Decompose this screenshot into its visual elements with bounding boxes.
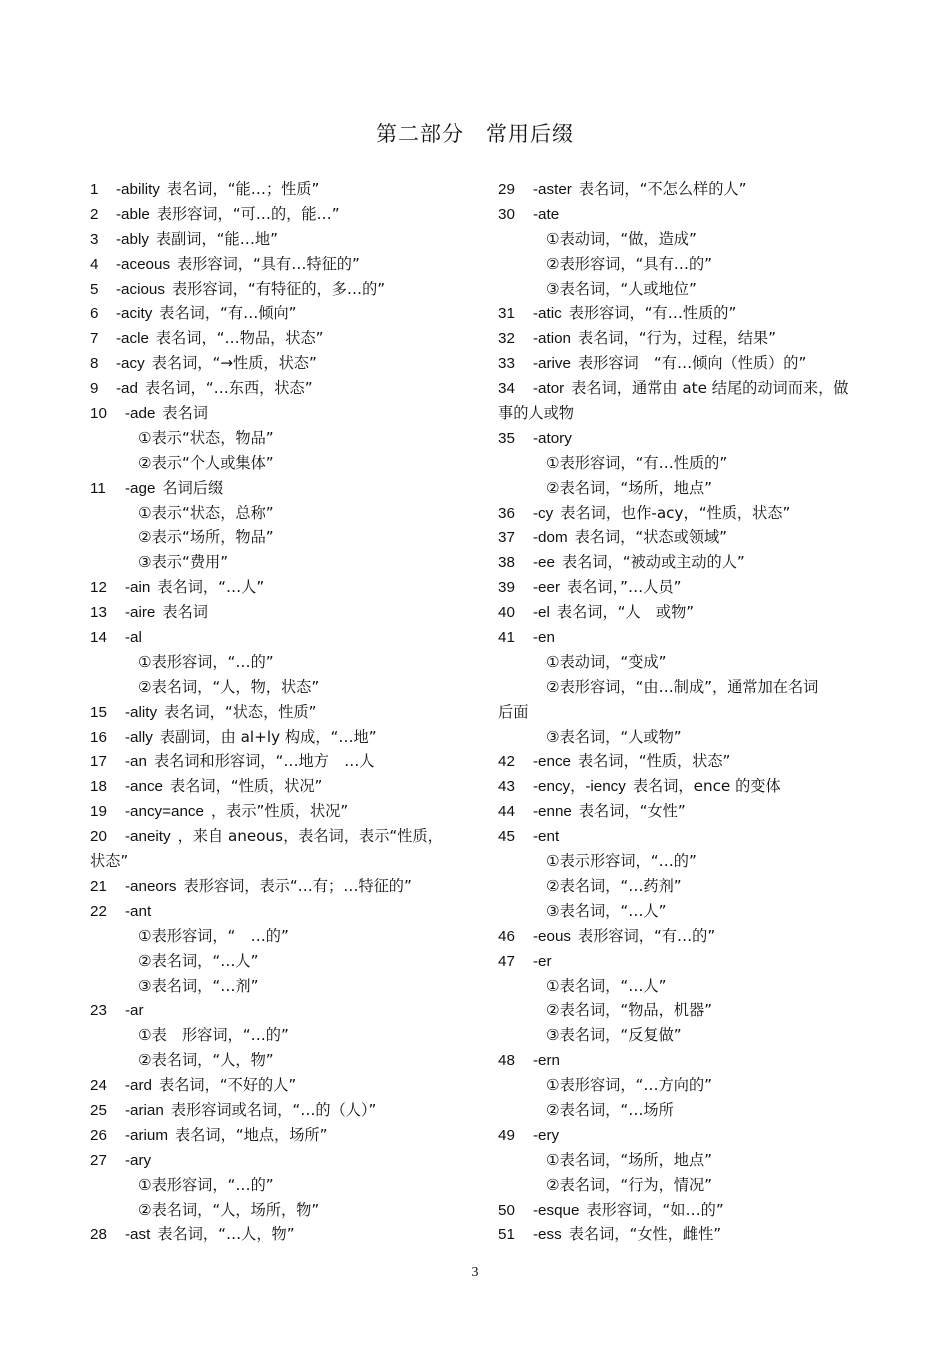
- suffix-entry: [498, 625, 898, 650]
- suffix-entry: [498, 177, 898, 202]
- suffix-description: 表名词，“…人，物”: [157, 1225, 295, 1244]
- suffix-text: -ast: [125, 1226, 151, 1244]
- suffix-text: -acle: [116, 330, 149, 348]
- sub-meaning: ③表名词，“人或物”: [546, 727, 682, 746]
- suffix-text: -ain: [125, 579, 151, 597]
- suffix-entry: [498, 202, 898, 227]
- suffix-text: -ate: [533, 205, 560, 223]
- suffix-entry: [90, 177, 490, 202]
- suffix-entry: [90, 376, 490, 401]
- suffix-description: 表名词，“能…；性质”: [166, 180, 320, 198]
- entry-number: 44: [498, 803, 515, 821]
- sub-meaning: ①表示“状态，总称”: [138, 503, 274, 522]
- entry-number: 24: [90, 1077, 107, 1095]
- sub-meaning: ②表名词，“…人”: [138, 951, 259, 970]
- suffix-entry: [90, 824, 490, 849]
- sub-meaning: ③表名词，“反复做”: [546, 1026, 682, 1045]
- suffix-entry: [498, 949, 898, 974]
- suffix-text: -eous: [533, 927, 571, 945]
- suffix-text: -acy: [116, 355, 145, 373]
- entry-number: 17: [90, 753, 107, 771]
- sub-meaning: ①表示“状态，物品”: [138, 428, 274, 447]
- sub-meaning: ①表形容词，“有…性质的”: [546, 453, 728, 472]
- suffix-entry: [90, 774, 490, 799]
- suffix-text: -ality: [125, 703, 158, 721]
- suffix-text: -acious: [116, 280, 165, 298]
- sub-meaning: ②表名词，“人，场所，物”: [138, 1200, 320, 1219]
- suffix-entry: [90, 1148, 490, 1173]
- suffix-entry: [90, 600, 490, 625]
- suffix-text: -ary: [125, 1151, 152, 1169]
- entry-number: 29: [498, 181, 515, 198]
- suffix-description: 表名词，“女性，雌性”: [568, 1225, 722, 1244]
- sub-meaning: ①表名词，“场所，地点”: [546, 1150, 713, 1169]
- suffix-description: ，来自 aneous，表名词，表示“性质，: [177, 827, 443, 846]
- suffix-entry: [498, 326, 898, 351]
- suffix-description: 表名词，“状态，性质”: [164, 702, 317, 721]
- suffix-entry: [90, 476, 490, 501]
- sub-meaning: ①表名词，“…人”: [546, 976, 667, 995]
- suffix-entry: [90, 625, 490, 650]
- suffix-entry: [498, 1222, 898, 1247]
- entry-number: 20: [90, 828, 107, 846]
- sub-meaning: ③表名词，“人或地位”: [546, 279, 697, 298]
- suffix-entry: [498, 1123, 898, 1148]
- suffix-text: -ery: [533, 1126, 560, 1144]
- entry-number: 12: [90, 579, 107, 597]
- entry-number: 21: [90, 877, 107, 895]
- entry-number: 27: [90, 1151, 107, 1169]
- suffix-entry: [90, 301, 490, 326]
- suffix-description: 表名词，“状态或领域”: [574, 528, 728, 547]
- suffix-text: -arian: [125, 1101, 164, 1119]
- suffix-text: -en: [533, 629, 555, 647]
- suffix-entry: [90, 227, 490, 252]
- entry-number: 5: [90, 280, 99, 298]
- sub-meaning: ②表形容词，“由…制成”，通常加在名词: [546, 677, 819, 696]
- entry-number: 30: [498, 205, 515, 223]
- suffix-text: -al: [125, 629, 142, 647]
- entry-number: 50: [498, 1201, 515, 1219]
- entry-number: 45: [498, 828, 515, 846]
- sub-meaning: ②表形容词，“具有…的”: [546, 254, 713, 273]
- continuation-line: 后面: [498, 702, 529, 721]
- suffix-entry: [90, 725, 490, 750]
- entry-number: 51: [498, 1226, 515, 1244]
- entry-number: 28: [90, 1226, 107, 1244]
- suffix-entry: [90, 1098, 490, 1123]
- suffix-entry: [498, 550, 898, 575]
- suffix-text: -eer: [533, 579, 561, 597]
- sub-meaning: ①表动词，“做，造成”: [546, 229, 697, 248]
- suffix-description: 表形容词，“如…的”: [586, 1200, 724, 1219]
- suffix-description: 表名词: [162, 404, 208, 423]
- entry-number: 42: [498, 753, 515, 771]
- entry-number: 4: [90, 255, 99, 273]
- sub-meaning: ②表名词，“行为，情况”: [546, 1175, 713, 1194]
- entry-number: 18: [90, 778, 107, 796]
- suffix-description: 表形容词，表示“…有；…特征的”: [183, 876, 412, 895]
- suffix-text: -ent: [533, 828, 560, 846]
- suffix-text: -ally: [125, 728, 153, 746]
- suffix-text: -ancy=ance: [125, 803, 204, 821]
- suffix-text: -ency，-iency: [533, 778, 626, 796]
- suffix-text: -ator: [533, 380, 565, 398]
- entry-number: 43: [498, 778, 515, 796]
- suffix-description: 表形容词 “有…倾向（性质）的”: [577, 354, 807, 373]
- suffix-description: 表名词，“地点，场所”: [175, 1125, 328, 1144]
- entry-number: 48: [498, 1052, 515, 1070]
- suffix-text: -ee: [533, 554, 555, 572]
- entry-number: 37: [498, 529, 515, 547]
- suffix-description: 名词后缀: [162, 478, 224, 497]
- suffix-entry: [90, 700, 490, 725]
- suffix-entry: [498, 924, 898, 949]
- suffix-text: -atory: [533, 429, 572, 447]
- suffix-entry: [498, 501, 898, 526]
- suffix-description: 表名词: [162, 603, 208, 622]
- suffix-entry: [90, 874, 490, 899]
- entry-number: 13: [90, 604, 107, 622]
- suffix-text: -aceous: [116, 255, 171, 273]
- suffix-entry: [498, 575, 898, 600]
- sub-meaning: ①表形容词，“ …的”: [138, 926, 289, 945]
- suffix-entry: [90, 1222, 490, 1247]
- suffix-entry: [90, 202, 490, 227]
- page-number: 3: [471, 1265, 479, 1280]
- suffix-entry: [498, 774, 898, 799]
- entry-number: 33: [498, 355, 515, 373]
- suffix-entry: [90, 326, 490, 351]
- suffix-entry: [498, 824, 898, 849]
- entry-number: 8: [90, 355, 99, 373]
- suffix-text: -ern: [533, 1052, 561, 1070]
- suffix-description: 表名词，“不怎么样的人”: [578, 180, 747, 198]
- entry-number: 6: [90, 305, 99, 323]
- entry-number: 31: [498, 305, 515, 323]
- suffix-description: 表名词，“…人”: [157, 578, 265, 597]
- suffix-description: 表名词，“人 或物”: [556, 603, 695, 622]
- entry-number: 14: [90, 629, 107, 647]
- suffix-entry: [498, 525, 898, 550]
- entry-number: 47: [498, 952, 515, 970]
- suffix-text: -cy: [533, 504, 554, 522]
- sub-meaning: ②表名词，“…药剂”: [546, 876, 682, 895]
- suffix-description: 表名词，“…东西，状态”: [144, 379, 313, 398]
- sub-meaning: ②表名词，“人，物，状态”: [138, 677, 320, 696]
- suffix-text: -el: [533, 604, 550, 622]
- suffix-description: 表形容词，“具有…特征的”: [177, 254, 360, 273]
- suffix-entry: [90, 351, 490, 376]
- suffix-text: -ence: [533, 753, 571, 771]
- suffix-description: ，表示”性质，状况”: [210, 802, 349, 821]
- sub-meaning: ③表名词，“…人”: [546, 901, 667, 920]
- continuation-line: 状态”: [90, 852, 129, 871]
- suffix-text: -an: [125, 753, 147, 771]
- entry-number: 34: [498, 380, 515, 398]
- suffix-entry: [498, 301, 898, 326]
- continuation-line: 事的人或物: [498, 404, 574, 423]
- suffix-text: -arium: [125, 1126, 169, 1144]
- suffix-entry: [498, 426, 898, 451]
- suffix-description: 表名词，ence 的变体: [632, 777, 781, 796]
- entry-number: 25: [90, 1101, 107, 1119]
- entry-number: 7: [90, 330, 99, 348]
- entry-number: 11: [90, 479, 106, 497]
- suffix-entry: [90, 749, 490, 774]
- suffix-entry: [90, 899, 490, 924]
- suffix-description: 表名词，“→性质，状态”: [151, 354, 317, 373]
- suffix-text: -ar: [125, 1002, 144, 1020]
- sub-meaning: ③表示“费用”: [138, 553, 229, 572]
- suffix-text: -ard: [125, 1077, 153, 1095]
- suffix-text: -able: [116, 205, 150, 223]
- suffix-text: -ation: [533, 330, 571, 348]
- suffix-description: 表副词，由 al+ly 构成，“…地”: [159, 727, 377, 746]
- suffix-description: 表名词，通常由 ate 结尾的动词而来，做: [571, 379, 849, 398]
- suffix-entry: [498, 351, 898, 376]
- entry-number: 35: [498, 429, 515, 447]
- suffix-text: -arive: [533, 355, 571, 373]
- suffix-entry: [90, 799, 490, 824]
- sub-meaning: ②表名词，“…场所: [546, 1100, 674, 1119]
- suffix-description: 表名词，”…人员”: [567, 578, 682, 597]
- suffix-text: -aire: [125, 604, 156, 622]
- suffix-text: -ability: [116, 181, 160, 198]
- sub-meaning: ③表名词，“…剂”: [138, 976, 259, 995]
- sub-meaning: ①表动词，“变成”: [546, 652, 667, 671]
- entry-number: 32: [498, 330, 515, 348]
- sub-meaning: ①表形容词，“…的”: [138, 1175, 274, 1194]
- left-column: [90, 177, 490, 1247]
- entry-number: 9: [90, 380, 99, 398]
- sub-meaning: ②表名词，“人，物”: [138, 1051, 274, 1070]
- suffix-description: 表名词，“性质，状态”: [578, 752, 731, 771]
- suffix-description: 表名词，“性质，状况”: [170, 777, 323, 796]
- entry-number: 36: [498, 504, 515, 522]
- entry-number: 46: [498, 927, 515, 945]
- suffix-entry: [498, 749, 898, 774]
- suffix-text: -ess: [533, 1226, 562, 1244]
- entry-number: 23: [90, 1002, 107, 1020]
- suffix-text: -dom: [533, 529, 568, 547]
- entry-number: 41: [498, 629, 515, 647]
- sub-meaning: ②表示“场所，物品”: [138, 528, 274, 547]
- suffix-text: -aneors: [125, 877, 177, 895]
- sub-meaning: ②表名词，“物品，机器”: [546, 1001, 713, 1020]
- entry-number: 40: [498, 604, 515, 622]
- entry-number: 26: [90, 1126, 107, 1144]
- suffix-description: 表名词，也作-acy，“性质，状态”: [560, 503, 791, 522]
- suffix-entry: [90, 575, 490, 600]
- suffix-description: 表名词，“不好的人”: [159, 1076, 297, 1095]
- suffix-text: -enne: [533, 803, 572, 821]
- suffix-text: -ade: [125, 405, 156, 423]
- suffix-text: -atic: [533, 305, 562, 323]
- suffix-description: 表形容词，“有…性质的”: [568, 304, 737, 323]
- suffix-entry: [90, 252, 490, 277]
- entry-number: 2: [90, 205, 99, 223]
- suffix-description: 表形容词，“可…的，能…”: [156, 204, 340, 223]
- suffix-entry: [498, 600, 898, 625]
- sub-meaning: ①表形容词，“…的”: [138, 652, 274, 671]
- entry-number: 15: [90, 703, 107, 721]
- suffix-entry: [90, 277, 490, 302]
- suffix-description: 表形容词，“有…的”: [578, 926, 716, 945]
- suffix-entry: [498, 376, 898, 401]
- suffix-text: -acity: [116, 305, 153, 323]
- sub-meaning: ①表 形容词，“…的”: [138, 1026, 289, 1045]
- suffix-entry: [498, 799, 898, 824]
- entry-number: 39: [498, 579, 515, 597]
- sub-meaning: ①表形容词，“…方向的”: [546, 1076, 713, 1095]
- suffix-entry: [90, 998, 490, 1023]
- suffix-description: 表形容词，“有特征的，多…的”: [171, 279, 386, 298]
- suffix-description: 表名词，“被动或主动的人”: [561, 553, 745, 572]
- suffix-description: 表名词，“…物品，状态”: [155, 329, 324, 348]
- right-column: [498, 177, 898, 1247]
- suffix-description: 表名词，“女性”: [578, 802, 686, 821]
- suffix-entry: [90, 1123, 490, 1148]
- suffix-entry: [90, 401, 490, 426]
- suffix-text: -er: [533, 952, 552, 970]
- suffix-text: -ant: [125, 902, 152, 920]
- entry-number: 1: [90, 181, 99, 198]
- suffix-entry: [498, 1198, 898, 1223]
- entry-number: 10: [90, 405, 107, 423]
- sub-meaning: ②表名词，“场所，地点”: [546, 478, 713, 497]
- suffix-text: -age: [125, 479, 156, 497]
- suffix-entry: [498, 1048, 898, 1073]
- suffix-description: 表名词，“行为，过程，结果”: [578, 329, 776, 348]
- entry-number: 38: [498, 554, 515, 572]
- page-title: 第二部分 常用后缀: [376, 122, 574, 146]
- suffix-description: 表副词，“能…地”: [155, 229, 278, 248]
- sub-meaning: ①表示形容词，“…的”: [546, 852, 697, 871]
- sub-meaning: ②表示“个人或集体”: [138, 453, 274, 472]
- suffix-description: 表名词，“有…倾向”: [159, 304, 297, 323]
- entry-number: 16: [90, 728, 107, 746]
- entry-number: 49: [498, 1126, 515, 1144]
- suffix-text: -aster: [533, 181, 572, 198]
- entry-number: 22: [90, 902, 107, 920]
- suffix-text: -ance: [125, 778, 163, 796]
- suffix-entry: [90, 1073, 490, 1098]
- suffix-text: -esque: [533, 1201, 580, 1219]
- suffix-description: 表名词和形容词，“…地方 …人: [153, 752, 375, 771]
- suffix-text: -ably: [116, 230, 149, 248]
- entry-number: 19: [90, 803, 107, 821]
- suffix-text: -ad: [116, 380, 138, 398]
- suffix-description: 表形容词或名词，“…的（人）”: [170, 1100, 377, 1119]
- suffix-text: -aneity: [125, 828, 171, 846]
- entry-number: 3: [90, 230, 99, 248]
